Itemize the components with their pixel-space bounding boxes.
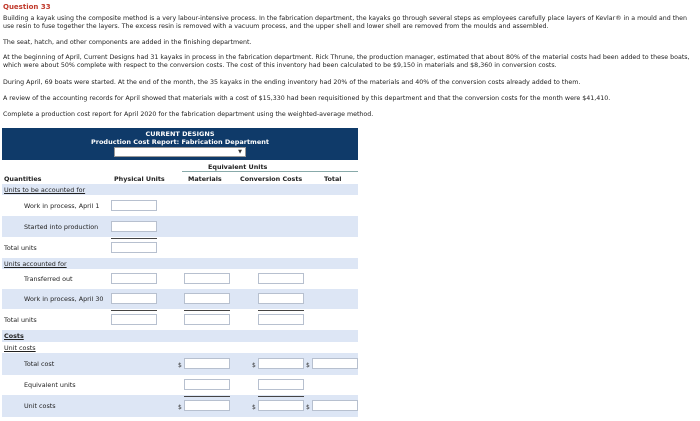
- table-row: [2, 237, 358, 258]
- table-row: [2, 289, 358, 309]
- company-name: CURRENT DESIGNS: [145, 130, 215, 138]
- table-row: [2, 195, 358, 216]
- col-materials: Materials: [188, 175, 222, 183]
- col-quantities: Quantities: [4, 175, 42, 183]
- table-row: [2, 309, 358, 330]
- sum-line: [184, 310, 230, 311]
- period-dropdown[interactable]: [114, 147, 246, 157]
- problem-paragraph-2: The seat, hatch, and other components are added in the finishing department.: [3, 39, 252, 46]
- problem-paragraph-5: A review of the accounting records for April showed that materials with a cost of $15,330 had been requisitioned by this department and that the conversion costs for the month were $41,410.: [3, 95, 611, 102]
- sum-line: [111, 238, 157, 239]
- production-cost-table: [2, 160, 358, 421]
- wip-april1-physical-input[interactable]: [111, 200, 157, 211]
- section-costs: Costs: [4, 332, 24, 340]
- label-total-cost: Total cost: [24, 360, 55, 368]
- col-conversion-costs: Conversion Costs: [240, 175, 303, 183]
- total-cost-materials-input[interactable]: [184, 358, 230, 369]
- wip-april30-materials-input[interactable]: [184, 293, 230, 304]
- dollar-sign: $: [178, 362, 182, 369]
- header-divider: [182, 171, 358, 172]
- sum-line: [184, 396, 230, 397]
- unit-costs-conversion-input[interactable]: [258, 400, 304, 411]
- section-units-to-be-accounted: Units to be accounted for: [4, 186, 86, 194]
- problem-paragraph-6: Complete a production cost report for April 2020 for the fabrication department using the weighted-average method.: [3, 111, 374, 118]
- wip-april30-physical-input[interactable]: [111, 293, 157, 304]
- col-physical-units: Physical Units: [114, 175, 165, 183]
- label-wip-april1: Work in process, April 1: [24, 202, 100, 210]
- wip-april30-conversion-input[interactable]: [258, 293, 304, 304]
- transferred-materials-input[interactable]: [184, 273, 230, 284]
- started-physical-input[interactable]: [111, 221, 157, 232]
- unit-costs-total-input[interactable]: [312, 400, 358, 411]
- total-units-2-materials-input[interactable]: [184, 314, 230, 325]
- question-title: Question 33: [3, 3, 51, 11]
- sum-line: [258, 396, 304, 397]
- total-units-2-conversion-input[interactable]: [258, 314, 304, 325]
- equivalent-units-conversion-input[interactable]: [258, 379, 304, 390]
- table-row: [2, 216, 358, 237]
- section-units-accounted-for: Units accounted for: [4, 260, 67, 268]
- report-header: [2, 128, 358, 160]
- label-wip-april30: Work in process, April 30: [24, 295, 104, 303]
- dollar-sign: $: [306, 362, 310, 369]
- label-started-into-production: Started into production: [24, 223, 99, 231]
- total-units-1-physical-input[interactable]: [111, 242, 157, 253]
- total-cost-total-input[interactable]: [312, 358, 358, 369]
- problem-paragraph-1: Building a kayak using the composite method is a very labour-intensive process. In the fabrication department, the kayaks go through several steps as employees carefully place layers of Kevlar® in a mould and then use resin to fuse together the layers. The excess resin is removed with a vacuum process, and the upper shell and lower shell are removed from the moulds and assembled.: [3, 15, 688, 31]
- dollar-sign: $: [252, 362, 256, 369]
- chevron-down-icon: ▼: [238, 149, 242, 155]
- label-unit-costs: Unit costs: [24, 402, 56, 410]
- dollar-sign: $: [306, 404, 310, 411]
- report-title: Production Cost Report: Fabrication Department: [91, 138, 269, 146]
- table-row-partial: [2, 417, 358, 421]
- sum-line: [258, 310, 304, 311]
- table-row: [2, 258, 358, 269]
- table-row: [2, 342, 358, 353]
- sum-line: [111, 310, 157, 311]
- section-unit-costs: Unit costs: [4, 344, 36, 352]
- total-units-2-physical-input[interactable]: [111, 314, 157, 325]
- table-row: [2, 184, 358, 195]
- table-row: [2, 395, 358, 417]
- equivalent-units-header: Equivalent Units: [208, 163, 268, 171]
- label-transferred-out: Transferred out: [24, 275, 73, 283]
- table-header: [2, 160, 358, 184]
- table-row: [2, 330, 358, 342]
- problem-paragraph-3: At the beginning of April, Current Designs had 31 kayaks in process in the fabrication department. Rick Thrune, the production manager, estimated that about 80% of the material costs had been added to these boats, which were about 50% complete with respect to the conversion costs. The cost of this inventory had been calculated to be $9,150 in materials and $8,360 in conversion costs.: [3, 54, 690, 70]
- transferred-conversion-input[interactable]: [258, 273, 304, 284]
- col-total: Total: [324, 175, 342, 183]
- label-total-units-2: Total units: [4, 316, 37, 324]
- dollar-sign: $: [252, 404, 256, 411]
- label-total-units-1: Total units: [4, 244, 37, 252]
- total-cost-conversion-input[interactable]: [258, 358, 304, 369]
- table-row: [2, 353, 358, 375]
- label-equivalent-units: Equivalent units: [24, 381, 76, 389]
- equivalent-units-materials-input[interactable]: [184, 379, 230, 390]
- transferred-physical-input[interactable]: [111, 273, 157, 284]
- table-row: [2, 375, 358, 395]
- unit-costs-materials-input[interactable]: [184, 400, 230, 411]
- problem-paragraph-4: During April, 69 boats were started. At the end of the month, the 35 kayaks in the ending inventory had 20% of the materials and 40% of the conversion costs already added to them.: [3, 79, 581, 86]
- table-row: [2, 269, 358, 289]
- dollar-sign: $: [178, 404, 182, 411]
